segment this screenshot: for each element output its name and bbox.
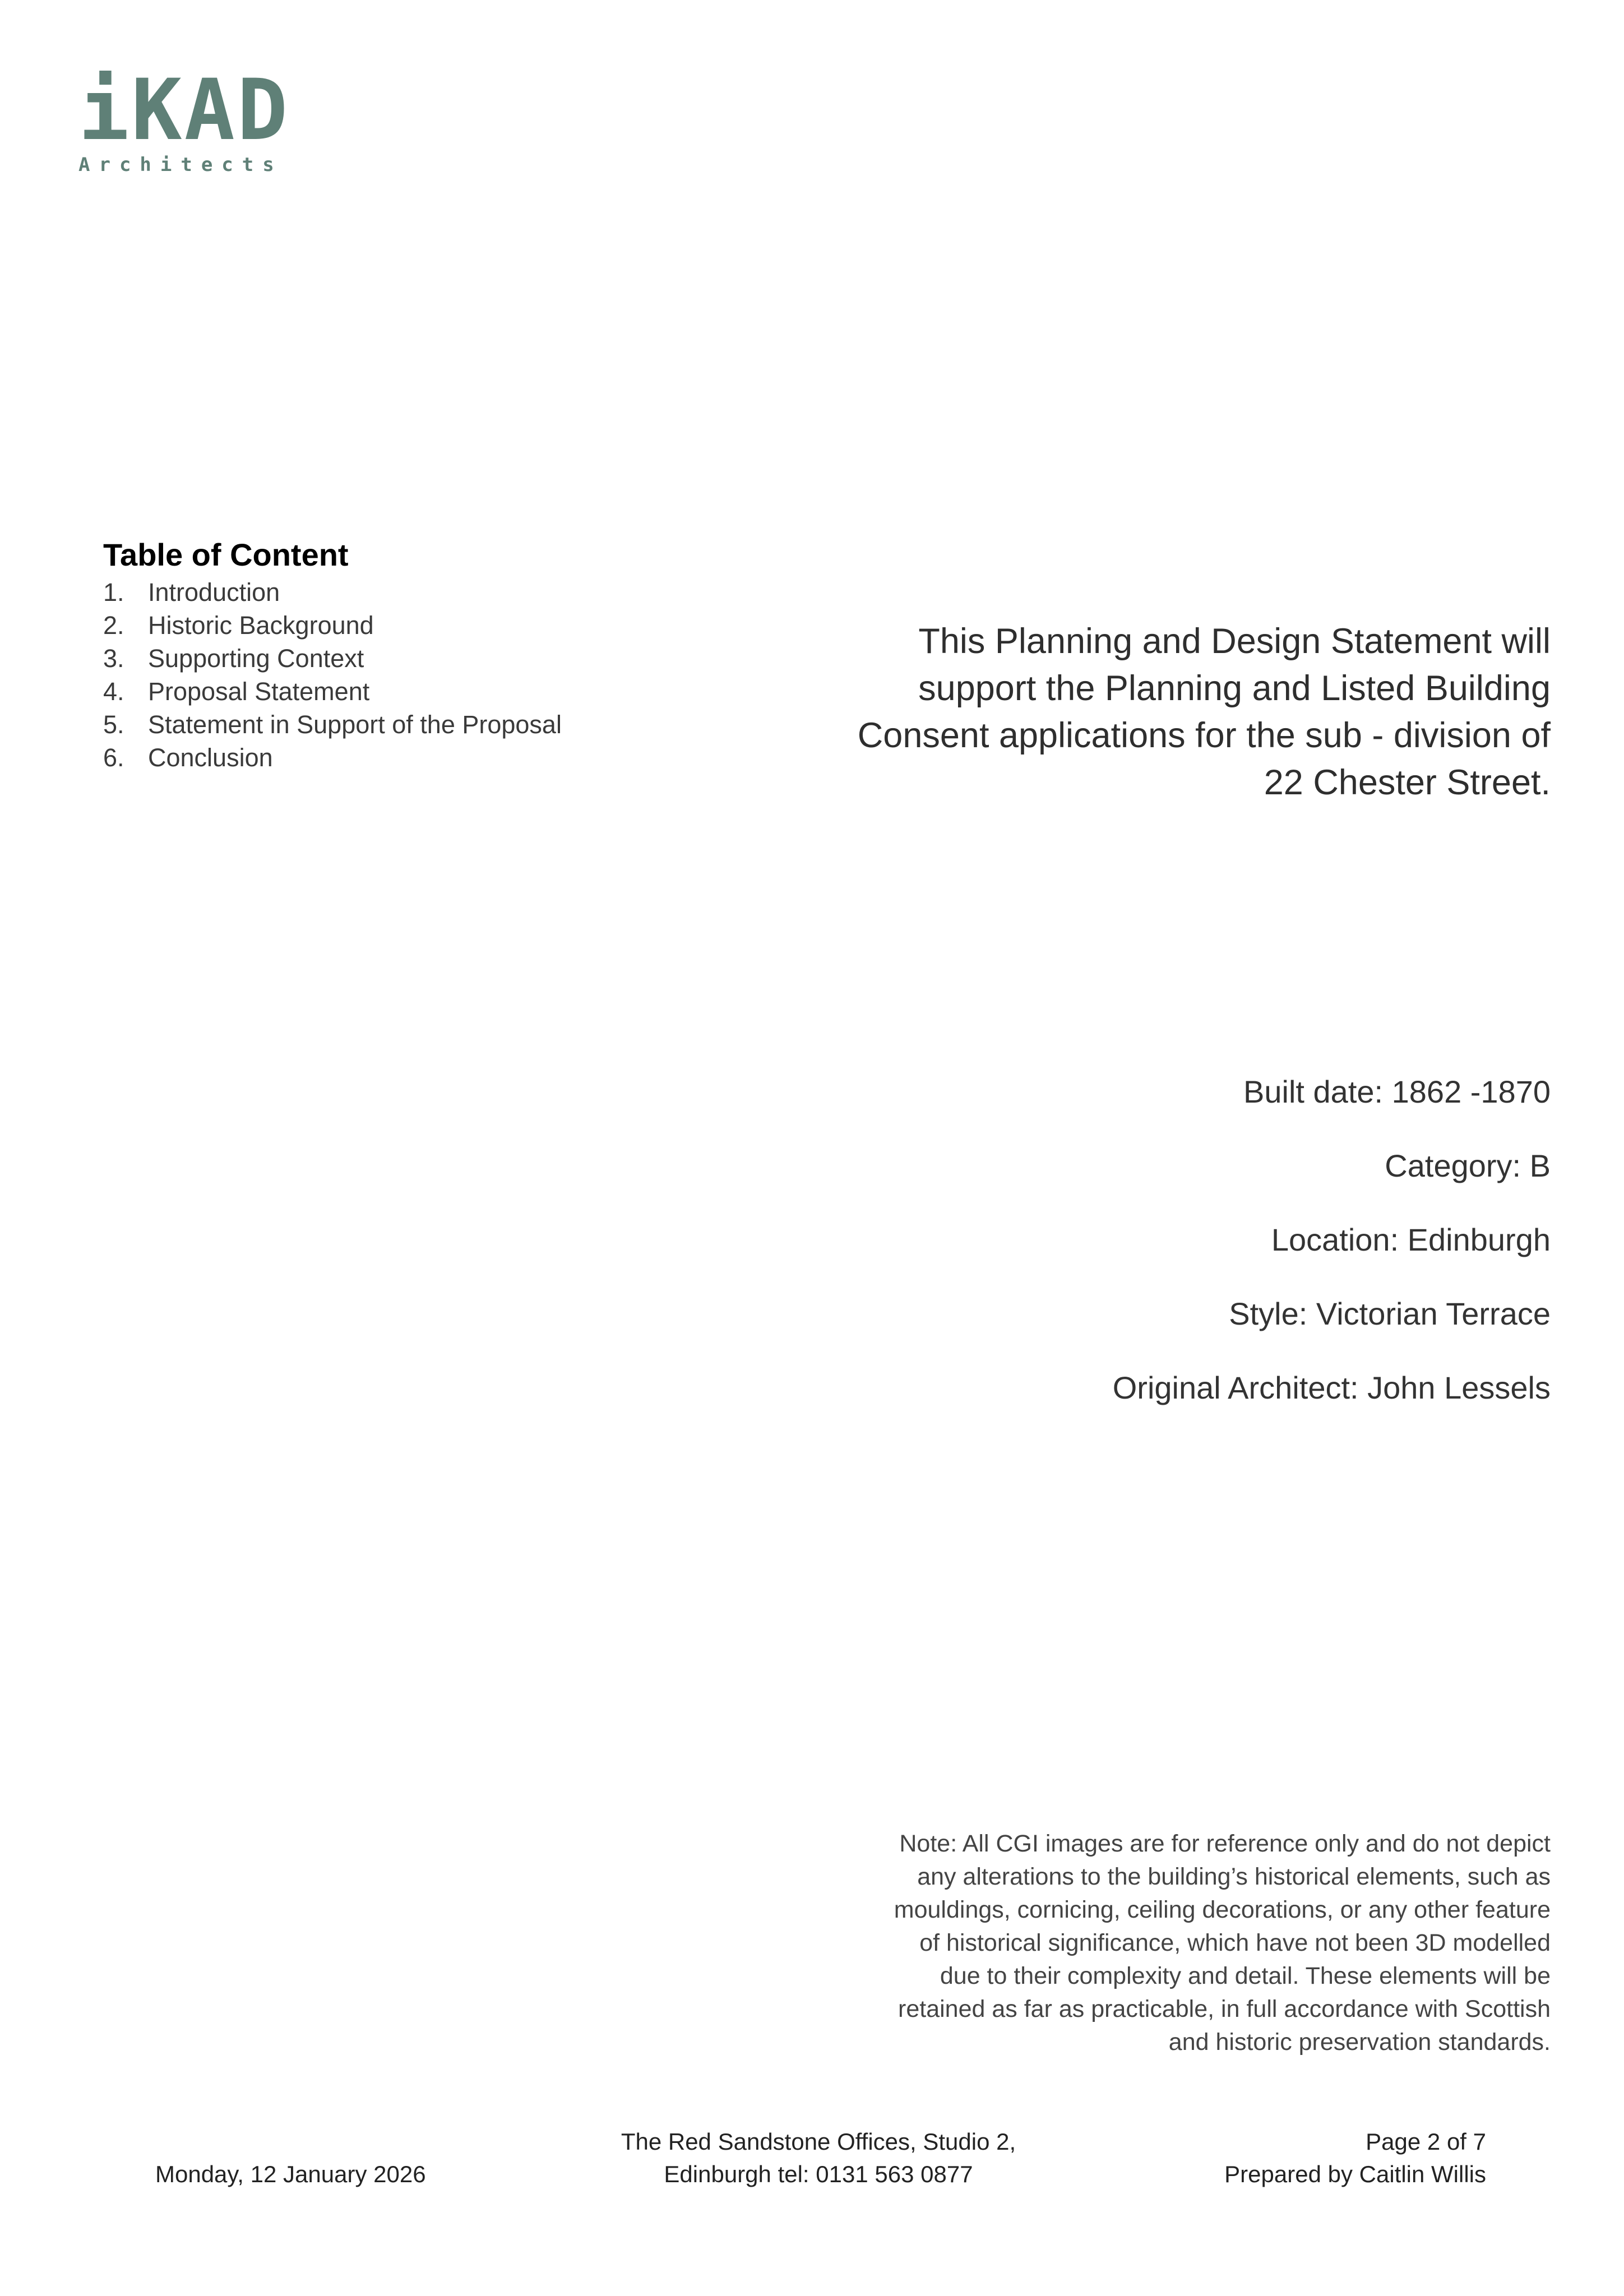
- footer-address: [589, 2126, 1048, 2191]
- toc-item-label: Introduction: [148, 578, 280, 607]
- toc-item-label: Statement in Support of the Proposal: [148, 710, 562, 739]
- note-line: retained as far as practicable, in full accordance with Scottish: [898, 1996, 1551, 2022]
- intro-line: 22 Chester Street.: [1264, 763, 1551, 802]
- table-of-contents: [103, 536, 664, 774]
- toc-item-label: Supporting Context: [148, 644, 364, 673]
- intro-line: Consent applications for the sub - division of: [857, 716, 1551, 755]
- note-line: any alterations to the building’s historical elements, such as: [917, 1863, 1551, 1890]
- building-facts: [766, 1073, 1551, 1443]
- note-line: due to their complexity and detail. These elements will be: [940, 1962, 1551, 1989]
- style: Style: Victorian Terrace: [1229, 1296, 1551, 1331]
- location: Location: Edinburgh: [1271, 1222, 1551, 1257]
- prepared-by: Prepared by Caitlin Willis: [1224, 2161, 1486, 2187]
- toc-item: [103, 741, 664, 774]
- toc-title: Table of Content: [103, 537, 349, 572]
- toc-item: [103, 675, 664, 708]
- footer-page-info: [1224, 2126, 1486, 2191]
- toc-item-label: Conclusion: [148, 743, 273, 772]
- toc-item-number: 4.: [103, 677, 124, 706]
- toc-item-number: 3.: [103, 644, 124, 673]
- toc-item-number: 5.: [103, 710, 124, 739]
- note-line: mouldings, cornicing, ceiling decorations, or any other feature: [894, 1896, 1551, 1923]
- original-architect: Original Architect: John Lessels: [1112, 1370, 1551, 1405]
- cgi-note: [822, 1827, 1551, 2059]
- toc-item-label: Historic Background: [148, 611, 374, 640]
- toc-item: [103, 609, 664, 642]
- intro-statement: [766, 618, 1551, 806]
- intro-line: This Planning and Design Statement will: [918, 622, 1551, 661]
- page-number: Page 2 of 7: [1366, 2128, 1486, 2155]
- toc-item: [103, 708, 664, 741]
- toc-item-number: 2.: [103, 611, 124, 640]
- toc-item-number: 6.: [103, 743, 124, 772]
- note-line: and historic preservation standards.: [1168, 2029, 1551, 2056]
- logo-subtitle: Architects: [78, 154, 283, 176]
- toc-list: [103, 576, 664, 774]
- company-logo: [78, 62, 325, 176]
- category: Category: B: [1385, 1148, 1551, 1183]
- note-line: of historical significance, which have not been 3D modelled: [919, 1929, 1551, 1956]
- footer-date: Monday, 12 January 2026: [155, 2161, 426, 2187]
- note-line: Note: All CGI images are for reference only and do not depict: [899, 1830, 1551, 1857]
- toc-item-label: Proposal Statement: [148, 677, 370, 706]
- footer-address-line: Edinburgh tel: 0131 563 0877: [664, 2161, 973, 2187]
- intro-line: support the Planning and Listed Building: [918, 669, 1551, 708]
- toc-item-number: 1.: [103, 578, 124, 607]
- toc-item: [103, 576, 664, 609]
- toc-item: [103, 642, 664, 675]
- built-date: Built date: 1862 -1870: [1243, 1074, 1551, 1109]
- footer-address-line: The Red Sandstone Offices, Studio 2,: [621, 2128, 1016, 2155]
- logo-mark: iKAD: [78, 62, 290, 159]
